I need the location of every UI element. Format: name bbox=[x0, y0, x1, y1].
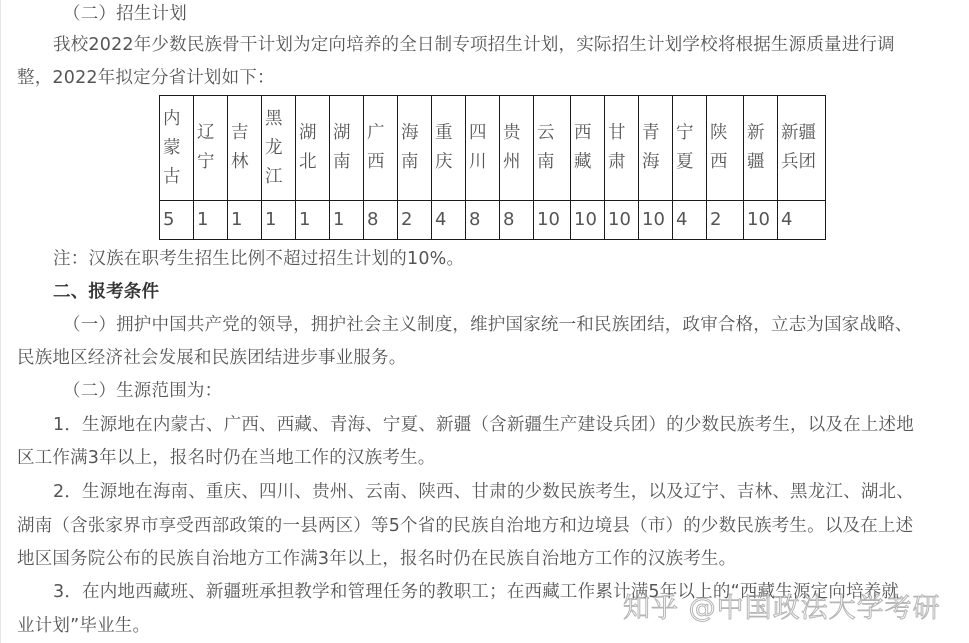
province-cell-qh: 青 海 bbox=[639, 96, 673, 201]
quota-cell: 8 bbox=[364, 201, 398, 240]
quota-cell: 10 bbox=[744, 201, 778, 240]
scope-1-line2: 区工作满3年以上，报名时仍在当地工作的汉族考生。 bbox=[17, 448, 436, 468]
quota-cell: 10 bbox=[605, 201, 639, 240]
province-cell-xjbt: 新疆 兵团 bbox=[778, 96, 826, 201]
province-cell-shx: 陕 西 bbox=[707, 96, 744, 201]
quota-cell: 4 bbox=[432, 201, 466, 240]
province-cell-sc: 四 川 bbox=[466, 96, 500, 201]
province-cell-yn: 云 南 bbox=[534, 96, 571, 201]
province-header-row bbox=[160, 96, 826, 201]
quota-cell: 8 bbox=[466, 201, 500, 240]
recruit-intro-line1: 我校2022年少数民族骨干计划为定向培养的全日制专项招生计划，实际招生计划学校将根据生源质量进行调 bbox=[53, 35, 895, 55]
province-cell-jl: 吉 林 bbox=[228, 96, 262, 201]
province-cell-hb: 湖 北 bbox=[296, 96, 330, 201]
quota-cell: 1 bbox=[330, 201, 364, 240]
province-cell-nmg: 内 蒙 古 bbox=[160, 96, 194, 201]
province-cell-ln: 辽 宁 bbox=[194, 96, 228, 201]
scope-3-line1: 3．在内地西藏班、新疆班承担教学和管理任务的教职工；在西藏工作累计满5年以上的“西藏生源定向培养就 bbox=[53, 582, 900, 602]
recruit-plan-heading: （二）招生计划 bbox=[63, 4, 187, 24]
quota-cell: 1 bbox=[296, 201, 330, 240]
quota-cell: 1 bbox=[228, 201, 262, 240]
quota-cell: 1 bbox=[194, 201, 228, 240]
province-cell-hainan: 海 南 bbox=[398, 96, 432, 201]
province-cell-nx: 宁 夏 bbox=[673, 96, 707, 201]
province-cell-gs: 甘 肃 bbox=[605, 96, 639, 201]
quota-cell: 4 bbox=[778, 201, 826, 240]
province-cell-hn: 湖 南 bbox=[330, 96, 364, 201]
quota-cell: 10 bbox=[571, 201, 605, 240]
province-cell-xj: 新 疆 bbox=[744, 96, 778, 201]
condition-1-line2: 民族地区经济社会发展和民族团结进步事业服务。 bbox=[17, 348, 407, 368]
scope-2-line1: 2．生源地在海南、重庆、四川、贵州、云南、陕西、甘肃的少数民族考生，以及辽宁、吉林、黑龙江、湖北、 bbox=[53, 482, 914, 502]
conditions-heading: 二、报考条件 bbox=[53, 282, 160, 302]
scope-2-line3: 地区国务院公布的民族自治地方工作满3年以上，报名时仍在民族自治地方工作的汉族考生。 bbox=[17, 549, 737, 569]
quota-row bbox=[160, 201, 826, 240]
source-scope-heading: （二）生源范围为： bbox=[63, 381, 223, 401]
quota-cell: 10 bbox=[534, 201, 571, 240]
quota-cell: 4 bbox=[673, 201, 707, 240]
han-quota-note: 注：汉族在职考生招生比例不超过招生计划的10%。 bbox=[53, 249, 465, 269]
condition-1-line1: （一）拥护中国共产党的领导，拥护社会主义制度，维护国家统一和民族团结，政审合格，立志为国家战略、 bbox=[63, 315, 913, 335]
province-cell-hlj: 黑 龙 江 bbox=[262, 96, 296, 201]
province-cell-xz: 西 藏 bbox=[571, 96, 605, 201]
quota-cell: 1 bbox=[262, 201, 296, 240]
quota-cell: 10 bbox=[639, 201, 673, 240]
province-cell-cq: 重 庆 bbox=[432, 96, 466, 201]
scope-2-line2: 湖南（含张家界市享受西部政策的一县两区）等5个省的民族自治地方和边境县（市）的少数民族考生。以及在上述 bbox=[17, 516, 914, 536]
scope-1-line1: 1．生源地在内蒙古、广西、西藏、青海、宁夏、新疆（含新疆生产建设兵团）的少数民族考生，以及在上述地 bbox=[53, 415, 914, 435]
province-cell-gz: 贵 州 bbox=[500, 96, 534, 201]
zhihu-watermark: 知乎 @中国政法大学考研 bbox=[623, 593, 941, 624]
province-cell-gx: 广 西 bbox=[364, 96, 398, 201]
quota-cell: 2 bbox=[398, 201, 432, 240]
quota-cell: 8 bbox=[500, 201, 534, 240]
quota-cell: 2 bbox=[707, 201, 744, 240]
scope-3-line2: 业计划”毕业生。 bbox=[17, 616, 151, 636]
province-plan-table bbox=[159, 95, 826, 240]
quota-cell: 5 bbox=[160, 201, 194, 240]
recruit-intro-line2: 整，2022年拟定分省计划如下： bbox=[17, 68, 275, 88]
